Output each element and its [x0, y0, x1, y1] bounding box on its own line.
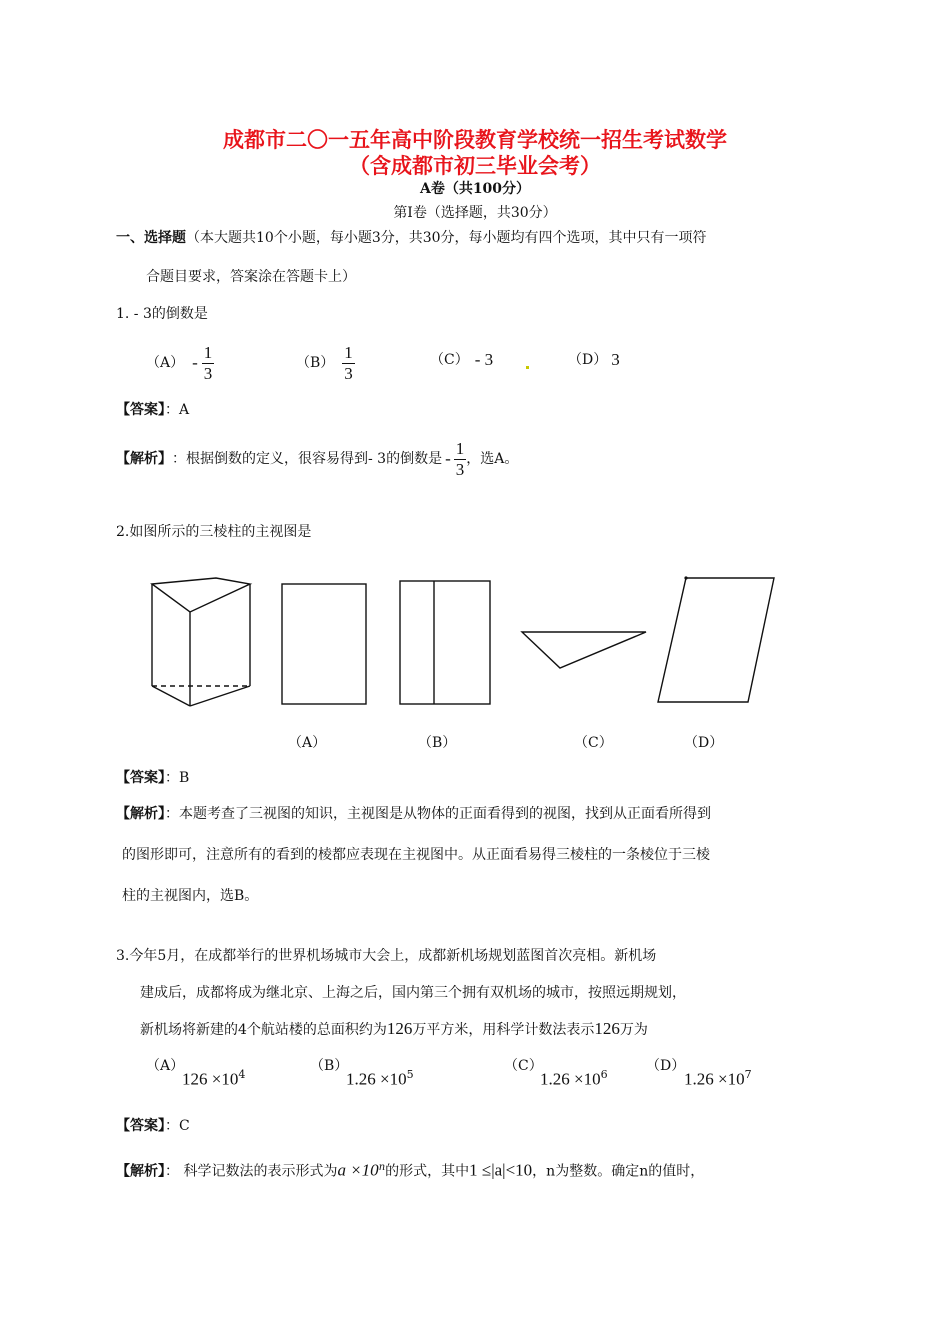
view-b-split-rectangle [400, 581, 490, 704]
q1-analysis-sign: - [445, 449, 451, 468]
q1-answer-value: A [179, 402, 190, 418]
q1-option-a-label: （A） [146, 355, 185, 371]
q3-option-c-base: 1.26 ×10 [540, 1069, 601, 1089]
q2-analysis-line-2: 的图形即可，注意所有的看到的棱都应表现在主视图中。从正面看易得三棱柱的一条棱位于三棱 [122, 847, 710, 863]
q1-option-d [568, 350, 620, 370]
answer-label: 【答案】 [116, 402, 165, 418]
q1-option-b-fraction [342, 343, 355, 384]
q1-option-b [296, 340, 355, 386]
q1-analysis [116, 436, 518, 482]
q3-stem-line-1: 3.今年5月，在成都举行的世界机场城市大会上，成都新机场规划蓝图首次亮相。新机场 [116, 948, 657, 964]
q2-analysis-line-3: 柱的主视图内，选B。 [122, 888, 259, 904]
q1-analysis-numerator: 1 [455, 438, 465, 458]
q1-option-b-denominator: 3 [344, 363, 353, 383]
q2-figure-c-label: （C） [574, 735, 613, 751]
q3-area-value-2: 126 [594, 1019, 620, 1038]
answer-colon: ： [165, 402, 179, 418]
q3-stem-line-3-start: 新机场将新建的4个航站楼的总面积约为 [140, 1022, 387, 1038]
q1-option-c-value: - 3 [474, 350, 494, 369]
q2-figure-b-label: （B） [418, 735, 457, 751]
triangular-prism-figure [152, 578, 250, 706]
section-one-intro [116, 228, 707, 248]
q3-option-b-label: （B） [310, 1058, 349, 1074]
q1-option-d-label: （D） [568, 352, 608, 368]
q3-analysis-middle: 的形式，其中 [385, 1163, 470, 1180]
answer-colon: ： [165, 770, 179, 786]
answer-label: 【答案】 [116, 770, 165, 786]
q3-analysis [116, 1158, 704, 1182]
q3-option-a-value [182, 1068, 245, 1089]
answer-label: 【答案】 [116, 1118, 165, 1134]
q2-analysis-text-1: ：本题考查了三视图的知识，主视图是从物体的正面看得到的视图，找到从正面看所得到 [165, 806, 711, 822]
q1-option-a [146, 340, 214, 386]
q3-option-d-value [684, 1068, 752, 1089]
answer-colon: ： [165, 1118, 179, 1134]
q1-option-a-denominator: 3 [203, 363, 213, 383]
q2-stem: 2.如图所示的三棱柱的主视图是 [116, 524, 312, 540]
section-one-desc-1: （本大题共10个小题，每小题3分，共30分，每小题均有四个选项，其中只有一项符 [186, 230, 707, 246]
part-one-heading: 第Ⅰ卷（选择题，共30分） [393, 205, 557, 221]
q3-option-c-value [540, 1068, 608, 1089]
q1-option-b-label: （B） [296, 355, 335, 371]
view-c-triangle [522, 632, 646, 668]
q2-figure-a-label: （A） [288, 735, 327, 751]
q3-answer [116, 1116, 190, 1136]
q3-analysis-end: ，n为整数。确定n的值时， [532, 1163, 705, 1180]
analysis-label: 【解析】 [116, 1163, 165, 1180]
q1-analysis-end: ，选A。 [466, 451, 519, 467]
q3-option-b-exponent: 5 [406, 1068, 414, 1081]
q2-analysis-line-1 [116, 804, 711, 824]
q1-option-c [430, 350, 493, 370]
q3-analysis-form: a ×10 [337, 1160, 379, 1180]
analysis-label: 【解析】 [116, 451, 172, 467]
q1-option-c-label: （C） [430, 352, 469, 368]
q1-analysis-fraction [454, 439, 467, 480]
q2-figures [140, 568, 790, 718]
q2-answer-value: B [179, 770, 190, 786]
q3-option-b-base: 1.26 ×10 [346, 1069, 407, 1089]
view-a-rectangle [282, 584, 366, 704]
q3-option-a-label: （A） [146, 1058, 185, 1074]
q1-analysis-text: ：根据倒数的定义，很容易得到- 3的倒数是 [172, 451, 443, 467]
q3-option-a-exponent: 4 [238, 1068, 246, 1081]
q3-stem-line-2: 建成后，成都将成为继北京、上海之后，国内第三个拥有双机场的城市，按照远期规划， [140, 985, 686, 1001]
q3-answer-value: C [179, 1118, 190, 1134]
section-one-heading: 一、选择题 [116, 230, 186, 246]
q3-analysis-start: ： 科学记数法的表示形式为 [165, 1163, 338, 1180]
q2-answer [116, 768, 189, 788]
q3-option-d-exponent: 7 [744, 1068, 752, 1081]
q3-option-d-label: （D） [646, 1058, 686, 1074]
view-d-parallelogram [658, 578, 774, 702]
q3-stem-line-3-end: 万为 [619, 1022, 648, 1038]
q1-analysis-denominator: 3 [455, 459, 465, 479]
q1-answer [116, 400, 189, 420]
q3-analysis-inequality: 1 ≤|a|<10 [469, 1160, 533, 1180]
page-subtitle: （含成都市初三毕业会考） [349, 154, 601, 178]
q2-figure-d-label: （D） [684, 735, 724, 751]
q1-option-d-value: 3 [611, 350, 620, 369]
page-title: 成都市二〇一五年高中阶段教育学校统一招生考试数学 [223, 128, 727, 152]
q1-stem: 1. - 3的倒数是 [116, 306, 208, 322]
q1-option-a-fraction [202, 343, 215, 384]
q3-stem-line-3 [140, 1019, 648, 1040]
q3-analysis-form-exponent: n [378, 1162, 386, 1173]
q3-option-c-label: （C） [504, 1058, 543, 1074]
q3-option-a-base: 126 ×10 [182, 1069, 239, 1089]
section-one-desc-2: 合题目要求，答案涂在答题卡上） [146, 269, 356, 285]
q1-option-a-numerator: 1 [203, 342, 213, 362]
q3-stem-line-3-middle: 万平方米，用科学计数法表示 [412, 1022, 595, 1038]
q3-option-b-value [346, 1068, 414, 1089]
q3-option-d-base: 1.26 ×10 [684, 1069, 745, 1089]
q1-option-b-numerator: 1 [344, 342, 353, 362]
analysis-label: 【解析】 [116, 806, 165, 822]
q3-option-c-exponent: 6 [600, 1068, 608, 1081]
q3-area-value: 126 [386, 1019, 413, 1038]
paper-a-heading: A卷（共100分） [419, 181, 531, 197]
stray-dot [526, 366, 529, 369]
q1-option-a-sign: - [192, 353, 198, 372]
